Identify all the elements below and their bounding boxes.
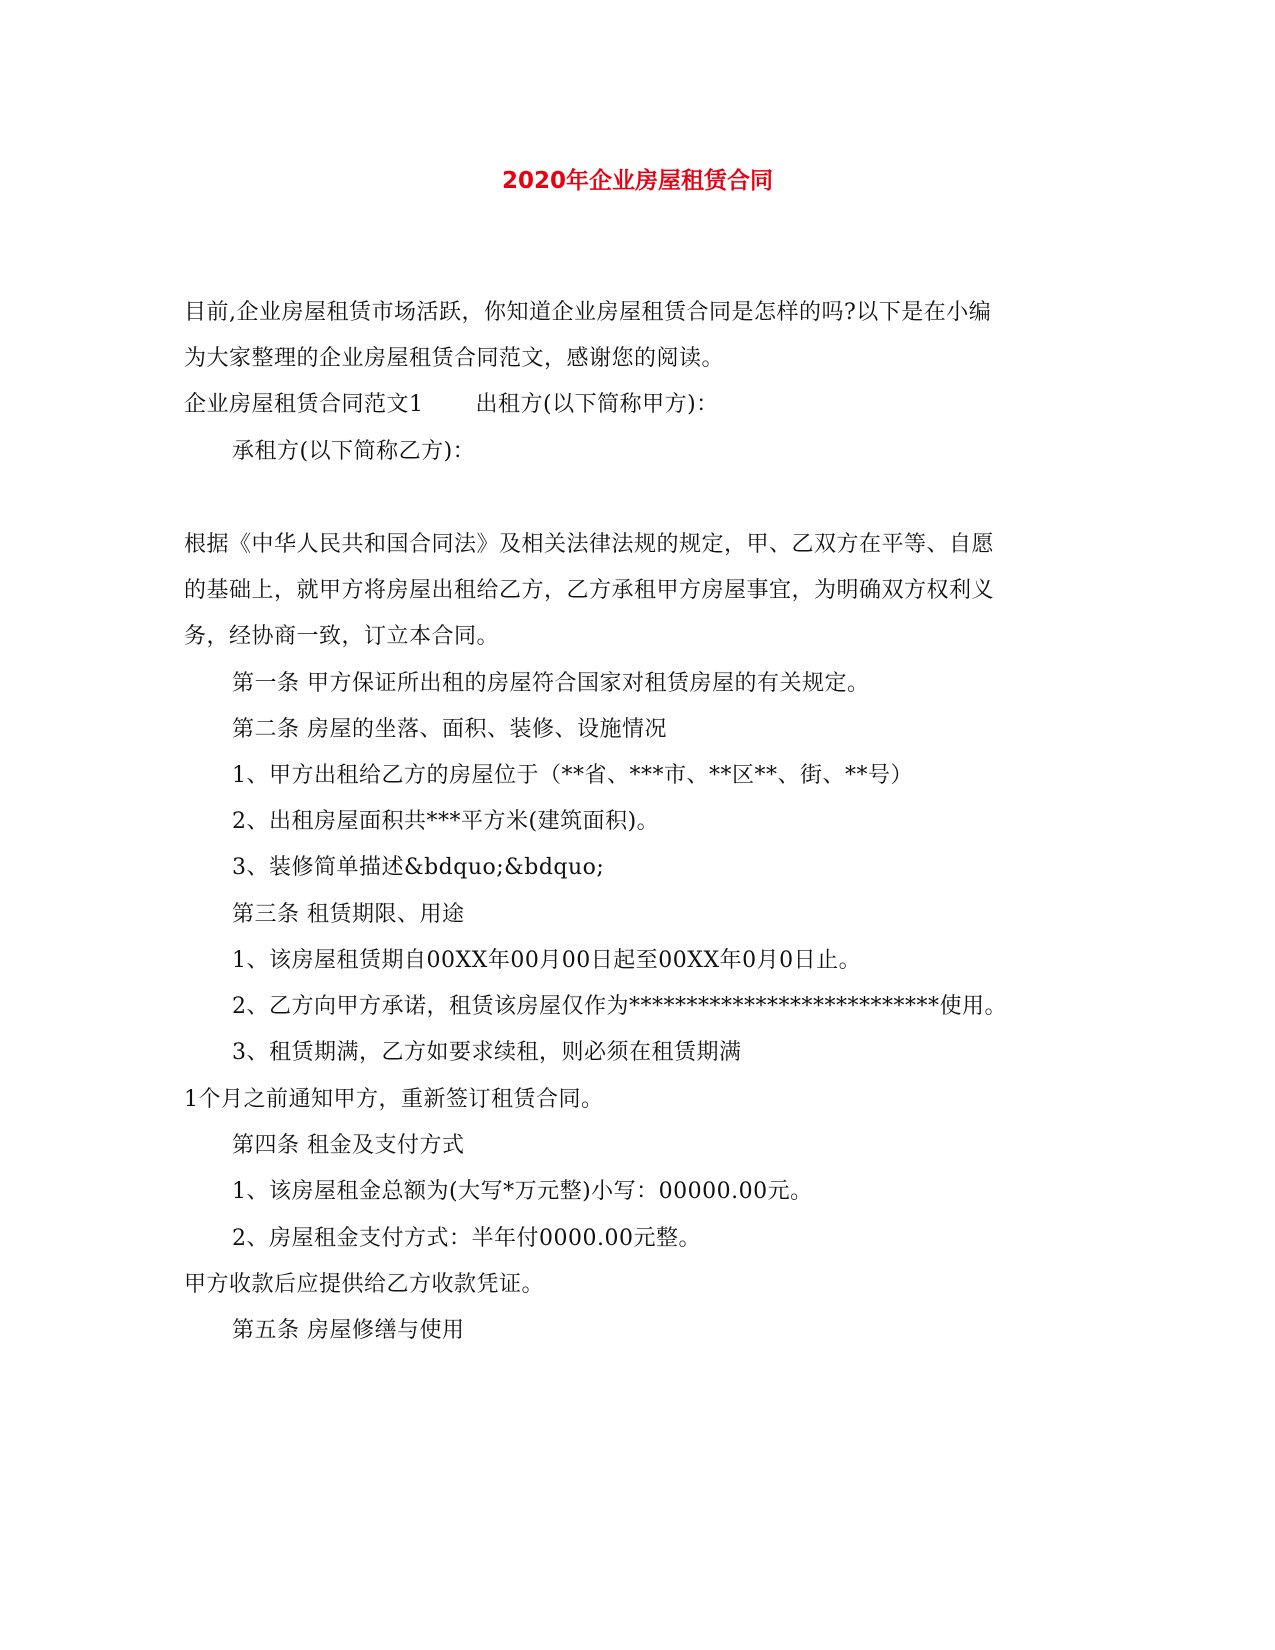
article-3-item-2: 2、乙方向甲方承诺，租赁该房屋仅作为***************************使用。 xyxy=(232,994,1007,1019)
intro-line-1: 目前,企业房屋租赁市场活跃，你知道企业房屋租赁合同是怎样的吗?以下是在小编 xyxy=(184,300,992,325)
article-1: 第一条 甲方保证所出租的房屋符合国家对租赁房屋的有关规定。 xyxy=(232,671,870,696)
article-2-item-1: 1、甲方出租给乙方的房屋位于（**省、***市、**区**、街、**号） xyxy=(232,763,913,788)
intro-line-2: 为大家整理的企业房屋租赁合同范文，感谢您的阅读。 xyxy=(184,346,725,371)
article-4-item-1: 1、该房屋租金总额为(大写*万元整)小写：00000.00元。 xyxy=(232,1179,813,1204)
lessor-label: 出租方(以下简称甲方)： xyxy=(475,392,719,417)
article-2-item-3: 3、装修简单描述&bdquo;&bdquo; xyxy=(232,855,605,880)
article-2-heading: 第二条 房屋的坐落、面积、装修、设施情况 xyxy=(232,717,667,742)
sample-label: 企业房屋租赁合同范文1 xyxy=(184,392,424,417)
document-title: 2020年企业房屋租赁合同 xyxy=(501,168,773,194)
preamble-line-1: 根据《中华人民共和国合同法》及相关法律法规的规定，甲、乙双方在平等、自愿 xyxy=(184,532,995,557)
sample-heading-line xyxy=(184,390,719,420)
article-2-item-2: 2、出租房屋面积共***平方米(建筑面积)。 xyxy=(232,809,660,834)
article-3-item-3-cont: 1个月之前通知甲方，重新签订租赁合同。 xyxy=(184,1087,604,1112)
article-5-heading: 第五条 房屋修缮与使用 xyxy=(232,1318,465,1343)
article-4-heading: 第四条 租金及支付方式 xyxy=(232,1133,465,1158)
article-3-item-3: 3、租赁期满，乙方如要求续租，则必须在租赁期满 xyxy=(232,1040,742,1065)
preamble-line-2: 的基础上，就甲方将房屋出租给乙方，乙方承租甲方房屋事宜，为明确双方权利义 xyxy=(184,578,995,603)
lessee-label: 承租方(以下简称乙方)： xyxy=(232,439,476,464)
article-4-item-2: 2、房屋租金支付方式：半年付0000.00元整。 xyxy=(232,1226,701,1251)
article-4-item-2-cont: 甲方收款后应提供给乙方收款凭证。 xyxy=(184,1272,545,1297)
preamble-line-3: 务，经协商一致，订立本合同。 xyxy=(184,624,500,649)
article-3-heading: 第三条 租赁期限、用途 xyxy=(232,902,465,927)
article-3-item-1: 1、该房屋租赁期自00XX年00月00日起至00XX年0月0日止。 xyxy=(232,948,862,973)
